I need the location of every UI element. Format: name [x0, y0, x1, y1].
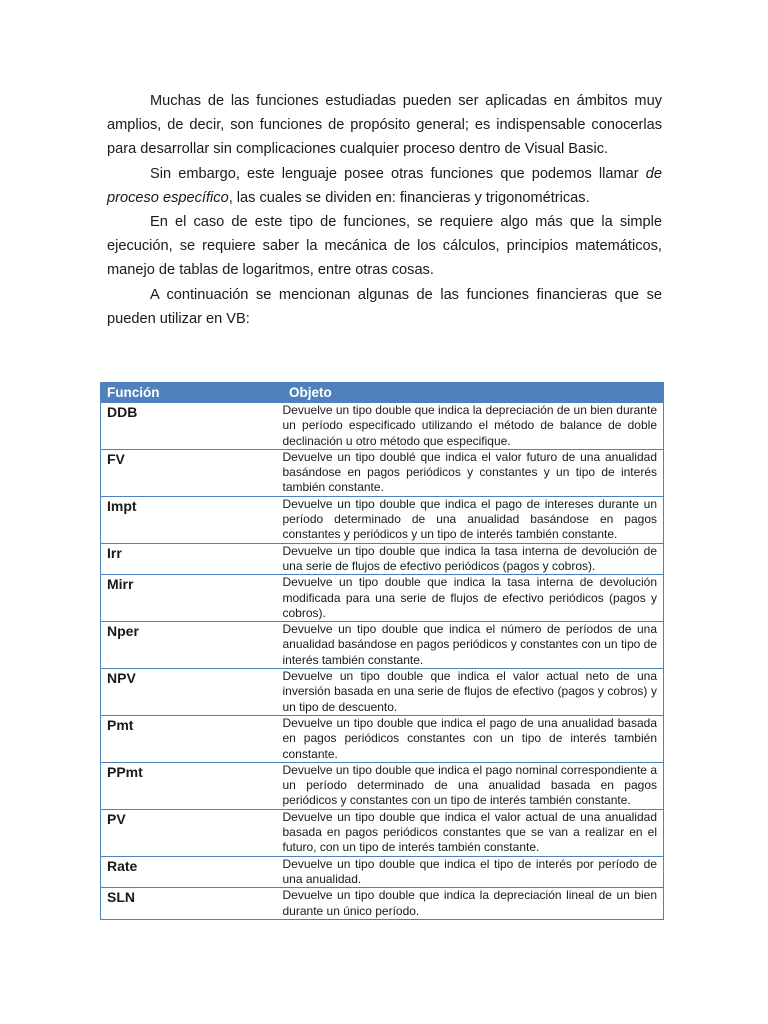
function-name-cell: Rate: [101, 856, 283, 888]
function-description-cell: Devuelve un tipo double que indica el pago de una anualidad basada en pagos periódicos constantes con un tipo de interés también constante.: [283, 715, 664, 762]
function-name-cell: Pmt: [101, 715, 283, 762]
function-name-cell: PV: [101, 809, 283, 856]
function-description-cell: Devuelve un tipo doublé que indica el valor futuro de una anualidad basándose en pagos periódicos y constantes y un tipo de interés también constante.: [283, 449, 664, 496]
table-row: [101, 543, 664, 575]
function-name-cell: DDB: [101, 403, 283, 450]
table-header-row: [101, 383, 664, 403]
paragraph-specific-process: [107, 162, 662, 210]
function-name-cell: SLN: [101, 888, 283, 920]
table-row: [101, 669, 664, 716]
table-body: [101, 403, 664, 920]
financial-functions-table: [100, 382, 664, 920]
paragraph-specific-italic: de proceso específico: [107, 166, 662, 206]
function-description-cell: Devuelve un tipo double que indica el valor actual neto de una inversión basada en una serie de flujos de efectivo (pagos y cobros) y un tipo de descuento.: [283, 669, 664, 716]
function-description-cell: Devuelve un tipo double que indica la depreciación lineal de un bien durante un único período.: [283, 888, 664, 920]
table-row: [101, 449, 664, 496]
table-row: [101, 856, 664, 888]
function-name-cell: PPmt: [101, 762, 283, 809]
column-header-object: Objeto: [283, 383, 664, 403]
function-description-cell: Devuelve un tipo double que indica la tasa interna de devolución modificada para una serie de flujos de efectivo periódicos (pagos y cobros).: [283, 575, 664, 622]
paragraph-table-intro: [107, 283, 662, 331]
paragraph-requirements: [107, 210, 662, 282]
function-name-cell: FV: [101, 449, 283, 496]
paragraph-table-intro-text: A continuación se mencionan algunas de las funciones financieras que se pueden utilizar en VB:: [107, 287, 662, 327]
function-description-cell: Devuelve un tipo double que indica el pago nominal correspondiente a un período determinado de una anualidad basada en pagos periódicos y constantes con un tipo de interés también constante.: [283, 762, 664, 809]
paragraph-requirements-text: En el caso de este tipo de funciones, se requiere algo más que la simple ejecución, se requiere saber la mecánica de los cálculos, principios matemáticos, manejo de tablas de logaritmos, entre otras cosas.: [107, 214, 662, 278]
function-name-cell: NPV: [101, 669, 283, 716]
function-name-cell: Mirr: [101, 575, 283, 622]
paragraph-intro: [107, 89, 662, 161]
function-description-cell: Devuelve un tipo double que indica el tipo de interés por período de una anualidad.: [283, 856, 664, 888]
function-name-cell: Irr: [101, 543, 283, 575]
column-header-function: Función: [101, 383, 283, 403]
function-description-cell: Devuelve un tipo double que indica la tasa interna de devolución de una serie de flujos de efectivo periódicos (pagos y cobros).: [283, 543, 664, 575]
paragraph-specific-text-start: Sin embargo, este lenguaje posee otras funciones que podemos llamar: [150, 166, 646, 182]
table-row: [101, 715, 664, 762]
table-row: [101, 496, 664, 543]
function-description-cell: Devuelve un tipo double que indica el pago de intereses durante un período determinado de una anualidad basándose en pagos constantes y periódicos y un tipo de interés también constante.: [283, 496, 664, 543]
table-row: [101, 762, 664, 809]
function-description-cell: Devuelve un tipo double que indica la depreciación de un bien durante un período especificado utilizando el método de balance de doble declinación u otro método que especifique.: [283, 403, 664, 450]
function-description-cell: Devuelve un tipo double que indica el número de períodos de una anualidad basándose en pagos periódicos y constantes con un tipo de interés también constante.: [283, 622, 664, 669]
function-name-cell: Nper: [101, 622, 283, 669]
function-name-cell: Impt: [101, 496, 283, 543]
paragraph-specific-text-end: , las cuales se dividen en: financieras y trigonométricas.: [228, 190, 590, 206]
table-row: [101, 888, 664, 920]
table-row: [101, 403, 664, 450]
function-description-cell: Devuelve un tipo double que indica el valor actual de una anualidad basada en pagos periódicos constantes que se van a realizar en el futuro, con un tipo de interés también constante.: [283, 809, 664, 856]
paragraph-intro-text: Muchas de las funciones estudiadas pueden ser aplicadas en ámbitos muy amplios, de decir, son funciones de propósito general; es indispensable conocerlas para desarrollar sin complicaciones cualquier proceso dentro de Visual Basic.: [107, 93, 662, 157]
table-row: [101, 809, 664, 856]
table-row: [101, 622, 664, 669]
table-row: [101, 575, 664, 622]
